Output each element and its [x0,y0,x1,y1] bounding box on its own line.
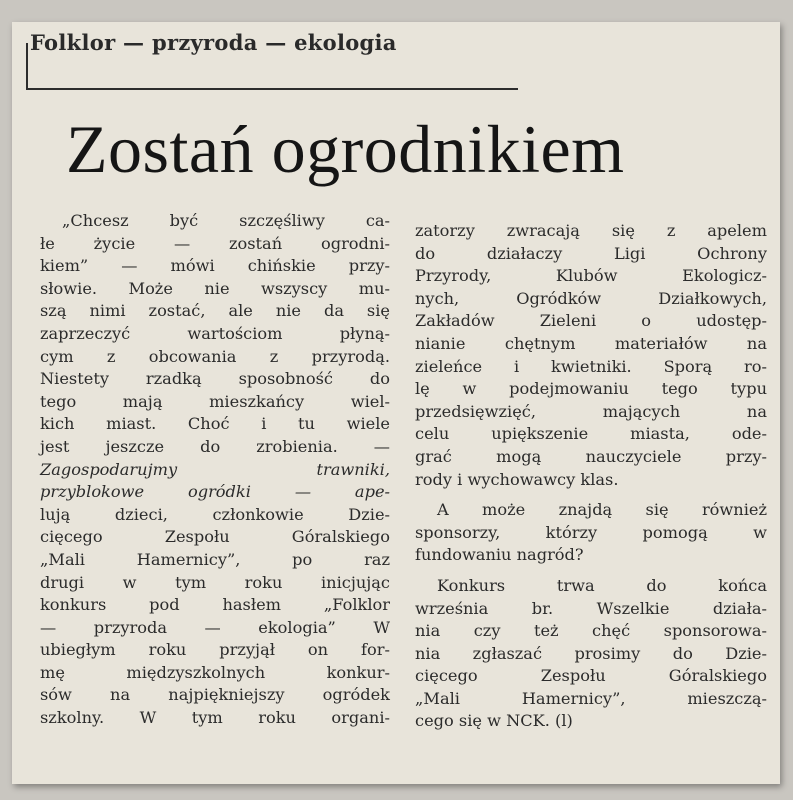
text-line: jest jeszcze do zrobienia. — [40,436,390,456]
rubric-label: Folklor — przyroda — ekologia [30,30,397,55]
text-line: zatorzy zwracają się z apelem [415,221,767,240]
text-line: kich miast. Choć i tu wiele [40,414,390,434]
text-line: września br. Wszelkie działa- [415,598,767,618]
text-line: sów na najpiękniejszy ogródek [40,685,390,705]
text-line: cego się w NCK. (l) [415,711,573,731]
text-line: konkurs pod hasłem „Folklor [40,595,390,615]
text-line: „Chcesz być szczęśliwy ca- [62,211,390,230]
text-line: łe życie — zostań ogrodni- [40,233,390,253]
text-line: A może znajdą się również [437,500,767,520]
text-line: cym z obcowania z przyrodą. [40,346,390,366]
text-line: przyblokowe ogródki — ape- [40,482,390,502]
text-line: mę międzyszkolnych konkur- [40,662,390,682]
text-line: Przyrody, Klubów Ekologicz- [415,266,767,286]
right-column [415,220,767,733]
text-line: szą nimi zostać, ale nie da się [40,301,390,321]
text-line: słowie. Może nie wszyscy mu- [40,278,390,298]
text-line: Konkurs trwa do końca [437,575,767,595]
text-line: nia zgłaszać prosimy do Dzie- [415,643,767,663]
text-line: sponsorzy, którzy pomogą w [415,522,767,542]
rubric-border-left [26,43,28,89]
text-line: cięcego Zespołu Góralskiego [40,527,390,547]
rubric-underline [26,88,518,90]
article-headline: Zostań ogrodnikiem [66,111,625,187]
text-line: tego mają mieszkańcy wiel- [40,391,390,411]
text-line: celu upiększenie miasta, ode- [415,424,767,444]
text-line: — przyroda — ekologia” W [40,617,390,637]
text-line: do działaczy Ligi Ochrony [415,243,767,263]
text-line: lują dzieci, członkowie Dzie- [40,504,390,524]
text-line: zieleńce i kwietniki. Sporą ro- [415,356,767,376]
text-line: cięcego Zespołu Góralskiego [415,666,767,686]
text-line: Zagospodarujmy trawniki, [40,459,390,479]
text-line: nianie chętnym materiałów na [415,333,767,353]
text-line: Niestety rzadką sposobność do [40,369,390,389]
left-column [40,210,390,730]
text-line: Zakładów Zieleni o udostęp- [415,311,767,331]
text-line: fundowaniu nagród? [415,545,584,565]
newspaper-clipping [12,22,780,784]
text-line: grać mogą nauczyciele przy- [415,446,767,466]
text-line: nych, Ogródków Działkowych, [415,288,767,308]
text-line: nia czy też chęć sponsorowa- [415,621,767,641]
text-line: kiem” — mówi chińskie przy- [40,256,390,276]
text-line: szkolny. W tym roku organi- [40,708,390,728]
text-line: drugi w tym roku inicjując [40,572,390,592]
text-line: rody i wychowawcy klas. [415,469,619,489]
text-line: „Mali Hamernicy”, mieszczą- [415,688,767,708]
text-line: „Mali Hamernicy”, po raz [40,549,390,569]
text-line: ubiegłym roku przyjął on for- [40,640,390,660]
text-line: zaprzeczyć wartościom płyną- [40,323,390,343]
text-line: przedsięwzięć, mających na [415,401,767,421]
text-line: lę w podejmowaniu tego typu [415,379,767,399]
